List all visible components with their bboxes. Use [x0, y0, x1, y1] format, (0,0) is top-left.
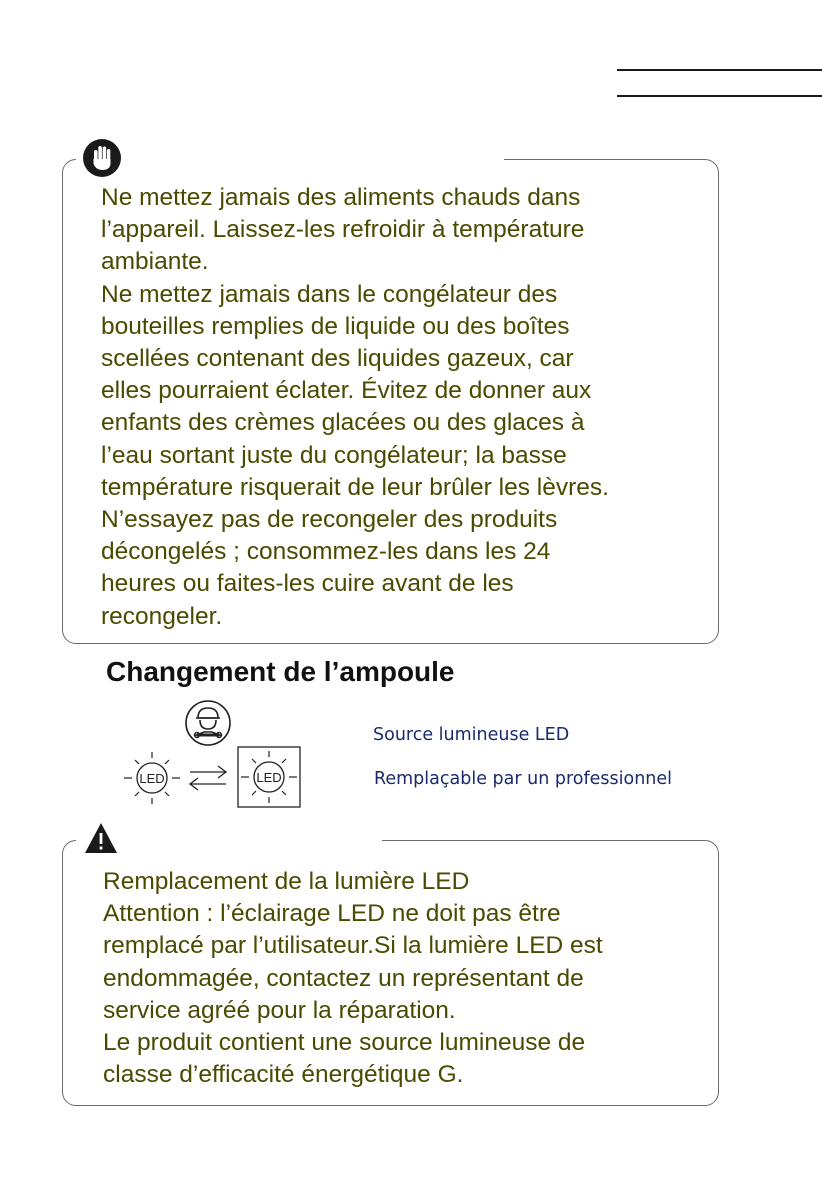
warning-line: l’appareil. Laissez-les refroidir à température: [101, 216, 585, 244]
warning-line: enfants des crèmes glacées ou des glaces à: [101, 409, 585, 437]
led-bulb-icon: [122, 750, 182, 806]
warning-line: scellées contenant des liquides gazeux, car: [101, 345, 574, 373]
warning-line: l’eau sortant juste du congélateur; la basse: [101, 441, 567, 469]
warning-box-gap: [76, 155, 504, 161]
warning-triangle-icon: [83, 821, 119, 855]
warning-line: recongeler.: [101, 602, 223, 630]
caution-line: Remplacement de la lumière LED: [103, 868, 470, 895]
warning-line: ambiante.: [101, 248, 209, 276]
caution-line: Attention : l’éclairage LED ne doit pas être: [103, 900, 561, 928]
warning-line: Ne mettez jamais des aliments chauds dans: [101, 184, 581, 211]
led-source-caption: Source lumineuse LED: [373, 725, 570, 745]
warning-line: bouteilles remplies de liquide ou des boîtes: [101, 312, 570, 340]
caution-line: Le produit contient une source lumineuse de: [103, 1029, 586, 1057]
warning-line: décongelés ; consommez-les dans les 24: [101, 538, 551, 566]
warning-line: N’essayez pas de recongeler des produits: [101, 506, 558, 534]
header-rule-top: [617, 69, 822, 71]
caution-box-gap: [76, 836, 382, 842]
header-rule-bottom: [617, 95, 822, 97]
caution-text: [103, 866, 603, 1091]
section-title: Changement de l’ampoule: [106, 656, 455, 687]
led-bulb-framed-icon: [235, 745, 303, 809]
caution-line: remplacé par l’utilisateur.Si la lumière LED est: [103, 932, 603, 960]
warning-line: heures ou faites-les cuire avant de les: [101, 570, 514, 598]
caution-line: service agréé pour la réparation.: [103, 996, 456, 1024]
service-technician-icon: [184, 699, 232, 747]
warning-text: [101, 182, 609, 633]
warning-line: température risquerait de leur brûler les lèvres.: [101, 473, 609, 501]
led-label: LED: [256, 770, 282, 785]
caution-line: classe d’efficacité énergétique G.: [103, 1061, 464, 1089]
warning-line: elles pourraient éclater. Évitez de donner aux: [101, 377, 592, 405]
led-label: LED: [139, 771, 165, 786]
stop-hand-icon: [81, 137, 123, 179]
led-replace-caption: Remplaçable par un professionnel: [374, 769, 673, 789]
caution-line: endommagée, contactez un représentant de: [103, 964, 584, 992]
warning-line: Ne mettez jamais dans le congélateur des: [101, 280, 558, 308]
swap-arrows-icon: [186, 763, 230, 793]
